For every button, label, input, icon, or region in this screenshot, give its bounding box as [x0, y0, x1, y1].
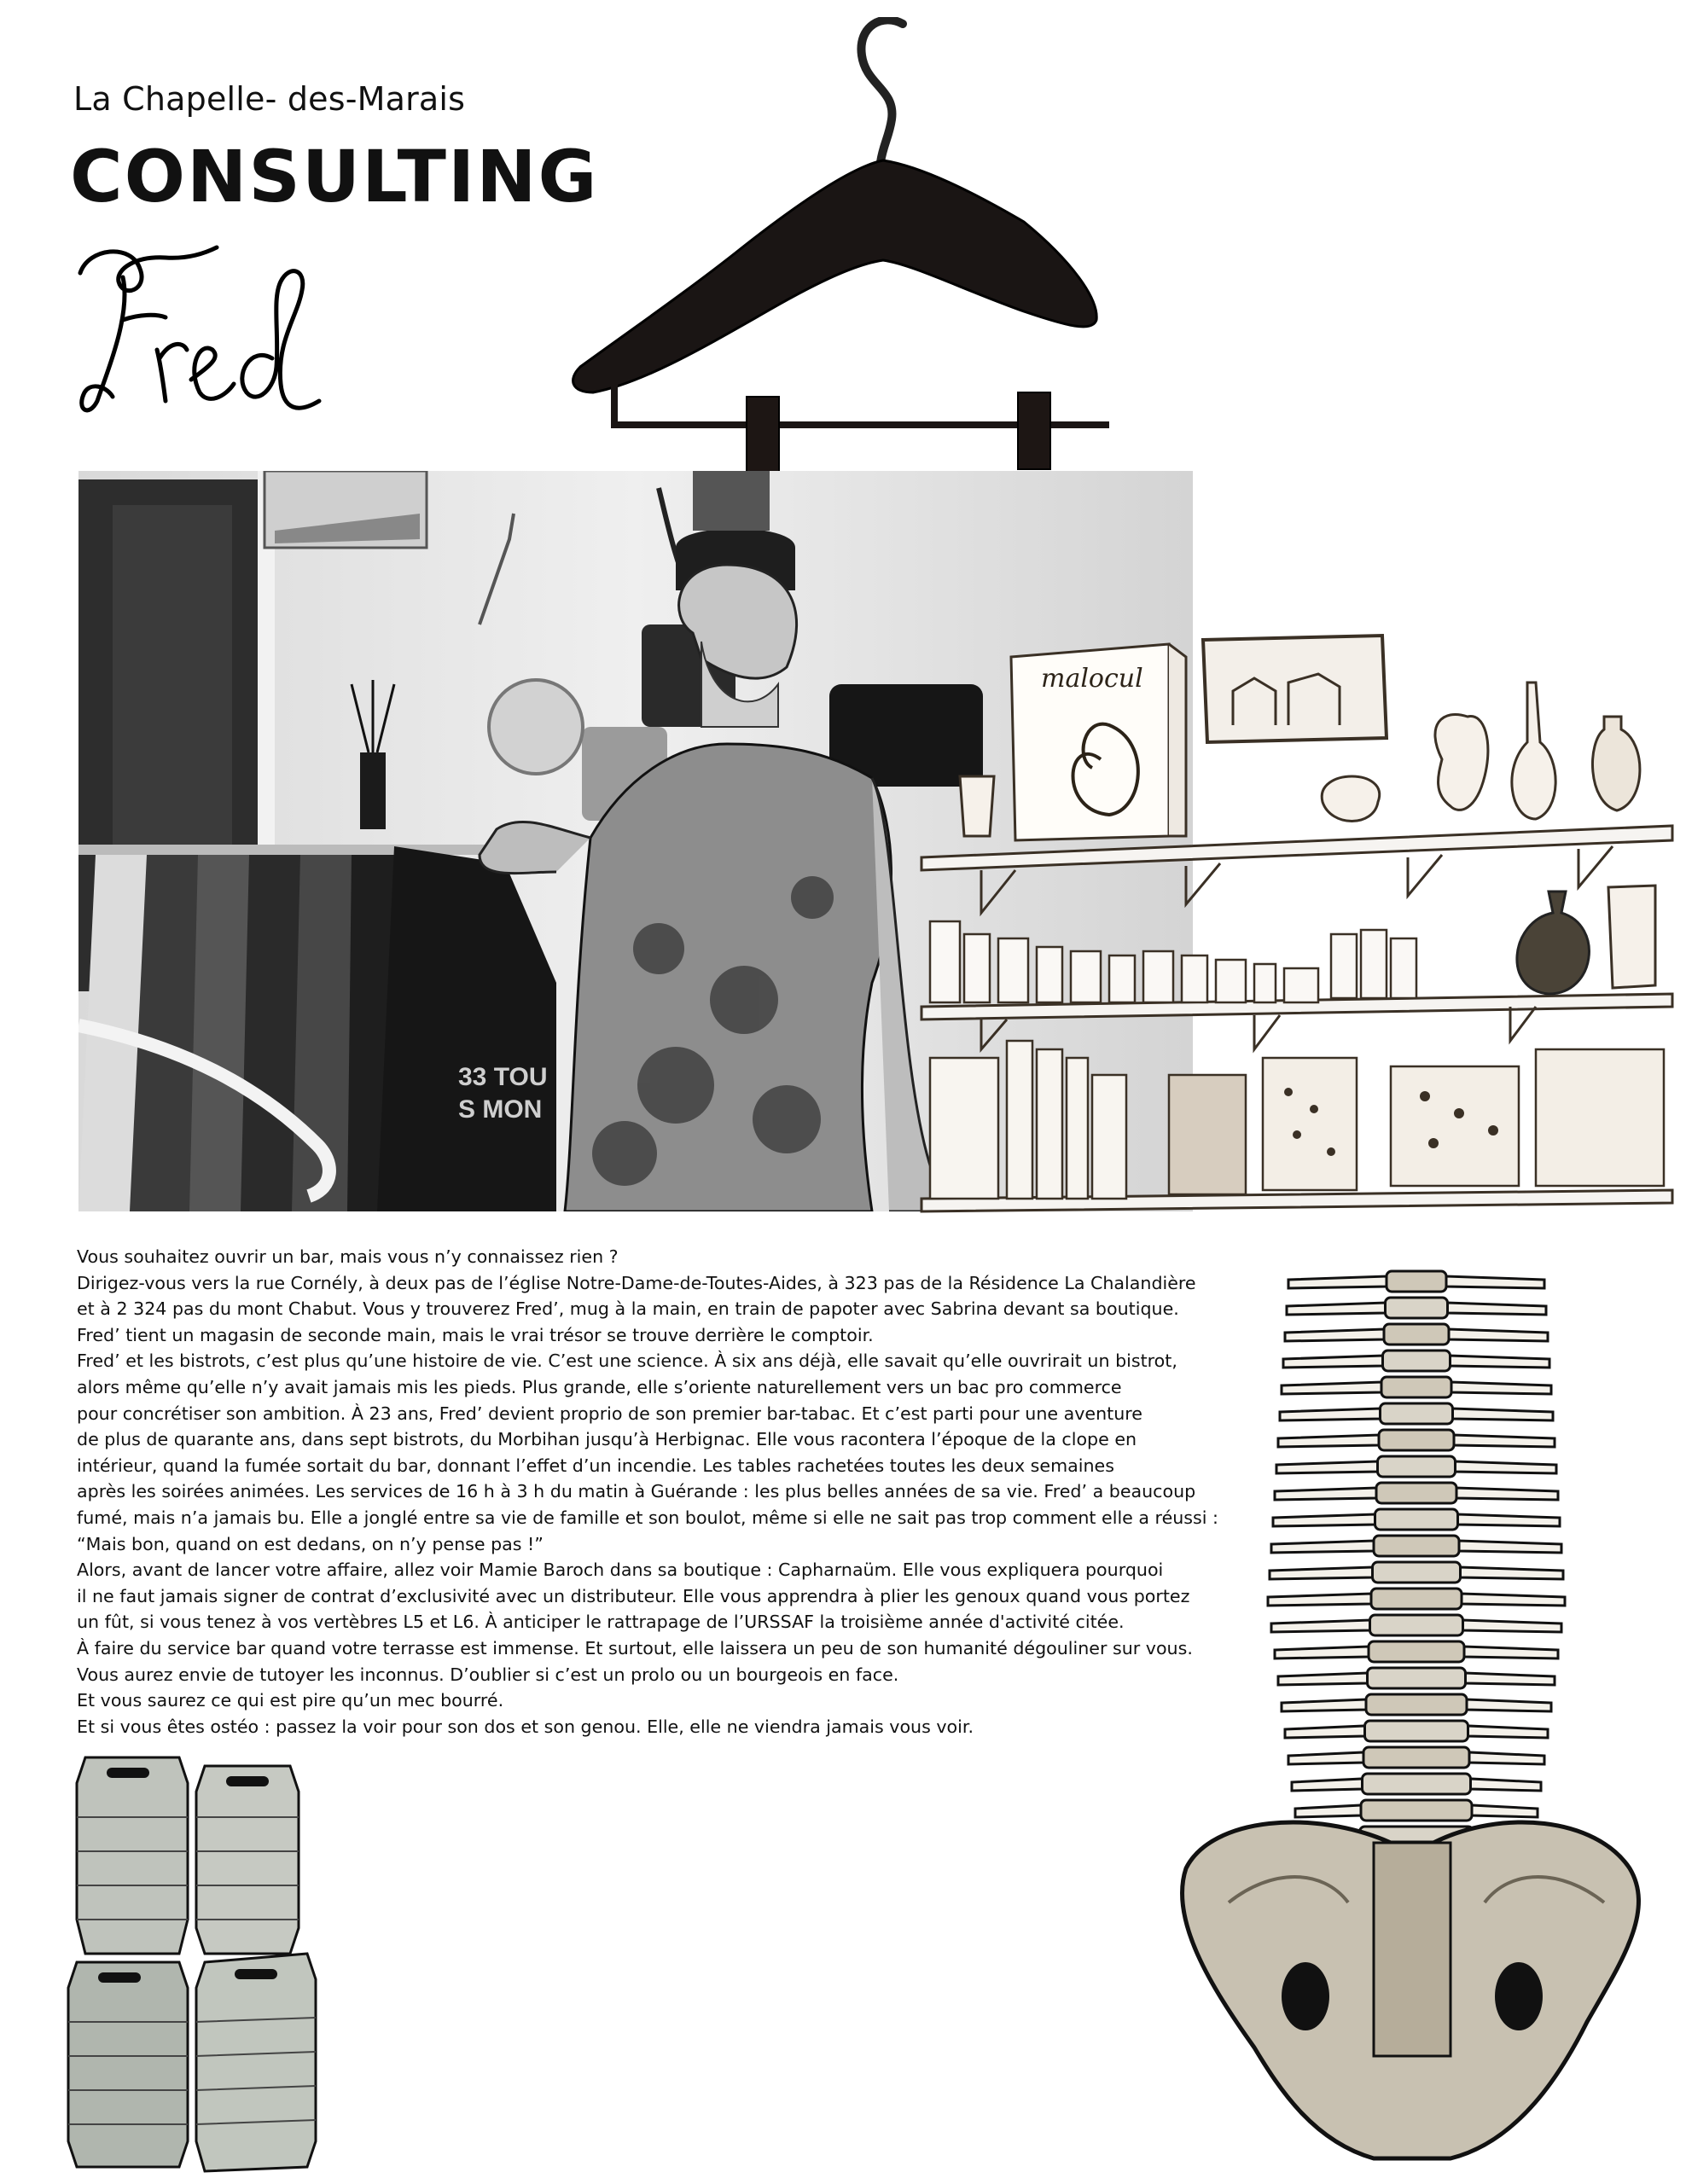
vertebra: [1366, 1694, 1467, 1715]
vertebra: [1383, 1350, 1451, 1371]
vertebra: [1363, 1774, 1471, 1794]
page-title: CONSULTING: [70, 135, 599, 218]
article-line: fumé, mais n’a jamais bu. Elle a jonglé entre sa vie de famille et son boulot, même si elle ne sait pas trop comment elle a réussi :: [77, 1507, 1218, 1528]
vertebra: [1374, 1536, 1459, 1556]
article-line: pour concrétiser son ambition. À 23 ans, Fred’ devient proprio de son premier bar-tabac. Et c’est parti pour une aventure: [77, 1403, 1142, 1424]
vertebra: [1381, 1403, 1453, 1424]
vertebra: [1379, 1430, 1454, 1450]
article-line: Fred’ et les bistrots, c’est plus qu’une histoire de vie. C’est une science. À six ans déjà, elle savait qu’elle ouvrirait un bistrot,: [77, 1350, 1177, 1372]
hanger-drawing: [546, 17, 1126, 478]
spine-drawing: [1177, 1254, 1655, 2163]
vertebra: [1365, 1721, 1468, 1741]
article-line: Dirigez-vous vers la rue Cornély, à deux pas de l’église Notre-Dame-de-Toutes-Aides, à 323 pas de la Résidence La Chalandière: [77, 1272, 1196, 1293]
vertebra: [1386, 1298, 1448, 1318]
beer-kegs-drawing: [60, 1749, 350, 2175]
location-label: La Chapelle- des-Marais: [73, 80, 466, 118]
article-line: et à 2 324 pas du mont Chabut. Vous y trouverez Fred’, mug à la main, en train de papoter avec Sabrina devant sa boutique.: [77, 1298, 1179, 1320]
vertebra: [1361, 1800, 1472, 1821]
tshirt-text-2: S MON: [458, 1095, 543, 1124]
vertebra: [1371, 1589, 1462, 1609]
article-body: [77, 1244, 1218, 1740]
vertebra: [1373, 1562, 1461, 1583]
article-line: de plus de quarante ans, dans sept bistrots, du Morbihan jusqu’à Herbignac. Elle vous racontera l’époque de la clope en: [77, 1429, 1137, 1450]
vertebra: [1375, 1509, 1458, 1530]
article-line: intérieur, quand la fumée sortait du bar, donnant l’effet d’un incendie. Les tables rachetées toutes les deux semaines: [77, 1455, 1114, 1476]
article-line: Vous aurez envie de tutoyer les inconnus. D’oublier si c’est un prolo ou un bourgeois en face.: [77, 1664, 899, 1685]
shop-shelves-drawing: [913, 631, 1681, 1217]
article-line: après les soirées animées. Les services de 16 h à 3 h du matin à Guérande : les plus belles années de sa vie. Fred’ a beaucoup: [77, 1481, 1196, 1502]
vertebra: [1368, 1668, 1466, 1688]
article-line: Et vous saurez ce qui est pire qu’un mec bourré.: [77, 1690, 504, 1711]
vertebra: [1378, 1456, 1456, 1477]
article-line: Vous souhaitez ouvrir un bar, mais vous n’y connaissez rien ?: [77, 1246, 619, 1267]
vertebra: [1370, 1615, 1463, 1635]
article-line: alors même qu’elle n’y avait jamais mis les pieds. Plus grande, elle s’oriente naturellement vers un bac pro commerce: [77, 1376, 1122, 1397]
shelf-box-text: malocul: [1041, 664, 1143, 694]
vertebra: [1369, 1641, 1464, 1662]
vertebra: [1384, 1324, 1449, 1345]
vertebra: [1381, 1377, 1451, 1397]
article-line: Et si vous êtes ostéo : passez la voir pour son dos et son genou. Elle, elle ne viendra jamais vous voir.: [77, 1716, 974, 1737]
article-line: Alors, avant de lancer votre affaire, allez voir Mamie Baroch dans sa boutique : Capharnaüm. Elle vous expliquera pourquoi: [77, 1560, 1164, 1581]
article-line: un fût, si vous tenez à vos vertèbres L5 et L6. À anticiper le rattrapage de l’URSSAF la troisième année d'activité citée.: [77, 1612, 1125, 1633]
tshirt-text-1: 33 TOU: [458, 1063, 548, 1091]
article-line: “Mais bon, quand on est dedans, on n’y pense pas !”: [77, 1533, 544, 1554]
vertebra: [1387, 1271, 1446, 1292]
article-line: il ne faut jamais signer de contrat d’exclusivité avec un distributeur. Elle vous apprendra à plier les genoux quand vous portez: [77, 1585, 1190, 1606]
fred-signature: [72, 239, 328, 427]
article-line: À faire du service bar quand votre terrasse est immense. Et surtout, elle laissera un peu de son humanité dégouliner sur vous.: [77, 1637, 1193, 1658]
article-line: Fred’ tient un magasin de seconde main, mais le vrai trésor se trouve derrière le comptoir.: [77, 1324, 874, 1345]
vertebra: [1376, 1483, 1456, 1503]
vertebra: [1363, 1747, 1469, 1768]
